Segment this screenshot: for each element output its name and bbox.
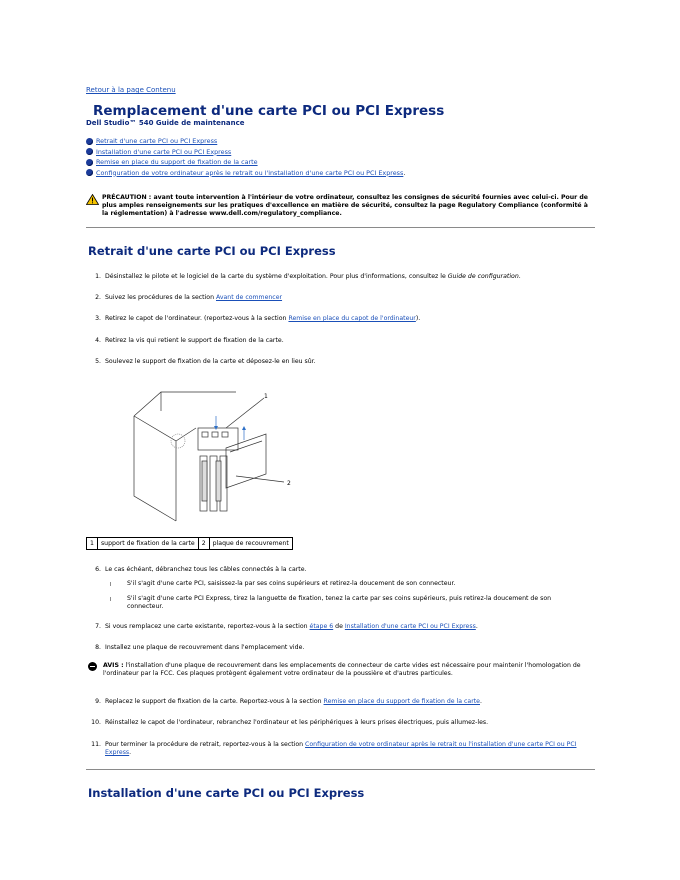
link-avant-de-commencer[interactable]: Avant de commencer — [215, 294, 283, 301]
step-2: 2. Suivez les procédures de la section Avant de commencer — [95, 294, 283, 301]
step-1: 1. Désinstallez le pilote et le logiciel de la carte du système d'exploitation. Pour plus d'informations, consultez le Guide de configuration. — [95, 273, 521, 280]
toc-link-bracket[interactable]: Remise en place du support de fixation de la carte — [96, 158, 258, 166]
back-to-contents-link[interactable]: Retour à la page Contenu — [86, 86, 176, 94]
card-bracket-illustration — [126, 386, 296, 526]
toc-link-configuration[interactable]: Configuration de votre ordinateur après le retrait ou l'installation d'une carte PCI ou PCI Express — [96, 168, 404, 177]
divider — [86, 769, 595, 770]
link-remise-support[interactable]: Remise en place du support de fixation de la carte — [323, 698, 480, 705]
bullet-icon — [86, 159, 93, 166]
table-of-contents: Retrait d'une carte PCI ou PCI Express Installation d'une carte PCI ou PCI Express Remise en place du support de fixation de la carte Configuration de votre ordinateur après le retrait ou l'installation d'une carte PCI ou PCI Express . — [86, 136, 405, 178]
step-9: 9. Replacez le support de fixation de la carte. Reportez-vous à la section Remise en place du support de fixation de la carte. — [95, 698, 482, 705]
callout-2: 2 — [287, 480, 291, 487]
step-11: 11. Pour terminer la procédure de retrait, reportez-vous à la section Configuration de votre ordinateur après le retrait ou l'installation d'une carte PCI ou PCI Express. — [91, 741, 577, 756]
bullet-icon — [86, 169, 93, 176]
bullet-icon — [86, 148, 93, 155]
step-6: 6. Le cas échéant, débranchez tous les câbles connectés à la carte. — [95, 566, 307, 573]
avis-text: l'installation d'une plaque de recouvrement dans les emplacements de connecteur de carte vides est nécessaire pour maintenir l'homologation de l'ordinateur par la FCC. Ces plaques protègent également votre ordinateur de la poussière et d'autres particules. — [103, 662, 581, 677]
section-title-installation: Installation d'une carte PCI ou PCI Express — [88, 786, 365, 800]
page-subtitle: Dell Studio™ 540 Guide de maintenance — [86, 119, 245, 127]
step-7: 7. Si vous remplacez une carte existante, reportez-vous à la section étape 6 de Installation d'une carte PCI ou PCI Express. — [95, 623, 478, 630]
step-4: 4. Retirez la vis qui retient le support de fixation de la carte. — [95, 337, 284, 344]
avis-label: AVIS : — [103, 662, 124, 669]
caution-text: avant toute intervention à l'intérieur de votre ordinateur, consultez les consignes de sécurité fournies avec celui-ci. Pour de plus amples renseignements sur les pratiques d'excellence en matière de sécurité, consultez la page Regulatory Compliance (conformité à la réglementation) à l'adresse www.dell.com/regulatory_compliance. — [102, 194, 588, 217]
link-installation[interactable]: Installation d'une carte PCI ou PCI Express — [344, 623, 476, 630]
page-title: Remplacement d'une carte PCI ou PCI Express — [93, 103, 445, 119]
notice-icon — [88, 662, 97, 671]
caution-label: PRÉCAUTION : — [102, 194, 152, 201]
warning-icon — [86, 194, 99, 205]
divider — [86, 227, 595, 228]
figure-legend: 1 support de fixation de la carte 2 plaque de recouvrement — [86, 537, 293, 550]
bullet-pci: l S'il s'agit d'une carte PCI, saisissez-la par ses coins supérieurs et retirez-la doucement de son connecteur. — [110, 580, 456, 588]
step-10: 10. Réinstallez le capot de l'ordinateur, rebranchez l'ordinateur et les périphériques à leurs prises électriques, puis allumez-les. — [91, 719, 489, 726]
bullet-pci-express: l S'il s'agit d'une carte PCI Express, tirez la languette de fixation, tenez la carte par ses coins supérieurs, puis retirez-la doucement de son connecteur. — [110, 595, 552, 610]
step-5: 5. Soulevez le support de fixation de la carte et déposez-le en lieu sûr. — [95, 358, 316, 365]
toc-link-removal[interactable]: Retrait d'une carte PCI ou PCI Express — [96, 137, 218, 145]
step-8: 8. Installez une plaque de recouvrement dans l'emplacement vide. — [95, 644, 305, 651]
caution-notice — [86, 194, 588, 218]
link-remise-capot[interactable]: Remise en place du capot de l'ordinateur — [288, 315, 416, 322]
avis-notice — [86, 662, 586, 678]
toc-link-installation[interactable]: Installation d'une carte PCI ou PCI Express — [96, 147, 232, 156]
callout-1: 1 — [264, 393, 268, 400]
link-etape-6[interactable]: étape 6 — [309, 623, 334, 630]
step-3: 3. Retirez le capot de l'ordinateur. (reportez-vous à la section Remise en place du capot de l'ordinateur). — [95, 315, 421, 322]
section-title-removal: Retrait d'une carte PCI ou PCI Express — [88, 244, 336, 258]
link-configuration[interactable]: Configuration de votre ordinateur après le retrait ou l'installation d'une carte PCI ou PCI Express — [105, 741, 577, 756]
bullet-icon — [86, 138, 93, 145]
